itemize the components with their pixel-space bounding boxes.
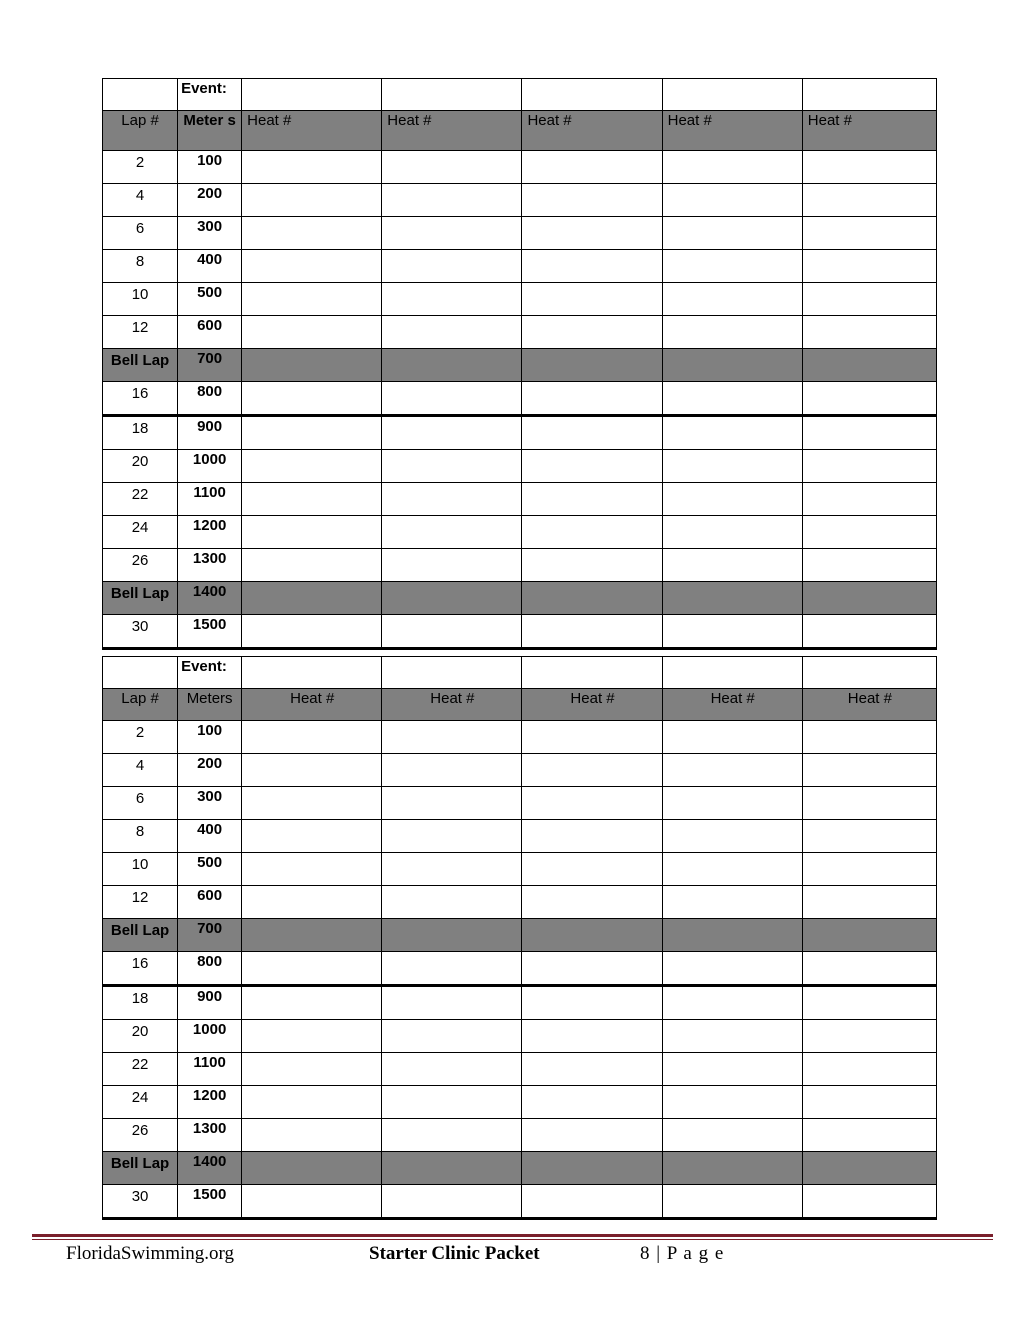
heat-header: Heat # [802, 111, 936, 151]
heat-split-cell[interactable] [802, 516, 936, 549]
heat-header: Heat # [242, 111, 382, 151]
heat-split-cell[interactable] [242, 787, 382, 820]
lap-row [103, 754, 937, 787]
heat-split-cell[interactable] [242, 349, 382, 382]
heat-split-cell[interactable] [802, 853, 936, 886]
heat-split-cell[interactable] [382, 184, 522, 217]
heat-split-cell[interactable] [802, 886, 936, 919]
heat-split-cell[interactable] [802, 184, 936, 217]
lap-row [103, 853, 937, 886]
lap-row [103, 250, 937, 283]
heat-split-cell[interactable] [662, 1020, 802, 1053]
lap-number: 22 [103, 1053, 178, 1086]
event-cell[interactable] [802, 79, 936, 111]
heat-split-cell[interactable] [802, 217, 936, 250]
heat-split-cell[interactable] [382, 1086, 522, 1119]
heat-split-cell[interactable] [522, 349, 662, 382]
lap-number: Bell Lap [103, 1152, 178, 1185]
lap-row [103, 1020, 937, 1053]
heat-split-cell[interactable] [662, 316, 802, 349]
heat-split-cell[interactable] [242, 516, 382, 549]
heat-split-cell[interactable] [382, 450, 522, 483]
heat-split-cell[interactable] [522, 549, 662, 582]
lap-number: 26 [103, 1119, 178, 1152]
event-row [103, 79, 937, 111]
meters-value: 1400 [178, 582, 242, 615]
heat-split-cell[interactable] [662, 1119, 802, 1152]
event-label: Event: [178, 657, 242, 689]
heat-split-cell[interactable] [662, 721, 802, 754]
heat-split-cell[interactable] [522, 1152, 662, 1185]
heat-split-cell[interactable] [522, 250, 662, 283]
heat-split-cell[interactable] [382, 721, 522, 754]
heat-split-cell[interactable] [662, 615, 802, 649]
heat-split-cell[interactable] [802, 615, 936, 649]
heat-split-cell[interactable] [802, 349, 936, 382]
heat-split-cell[interactable] [802, 1152, 936, 1185]
event-label: Event: [178, 79, 242, 111]
lap-row [103, 952, 937, 986]
lap-number: Bell Lap [103, 919, 178, 952]
heat-split-cell[interactable] [662, 450, 802, 483]
heat-split-cell[interactable] [662, 820, 802, 853]
meters-value: 300 [178, 787, 242, 820]
heat-split-cell[interactable] [382, 217, 522, 250]
heat-split-cell[interactable] [242, 886, 382, 919]
heat-split-cell[interactable] [802, 151, 936, 184]
heat-split-cell[interactable] [662, 349, 802, 382]
heat-split-cell[interactable] [522, 886, 662, 919]
lap-row [103, 787, 937, 820]
event-row [103, 657, 937, 689]
meters-value: 500 [178, 283, 242, 316]
lap-header: Lap # [103, 689, 178, 721]
heat-split-cell[interactable] [242, 1086, 382, 1119]
meters-value: 1000 [178, 450, 242, 483]
heat-split-cell[interactable] [382, 1185, 522, 1219]
meters-value: 600 [178, 886, 242, 919]
lap-row [103, 184, 937, 217]
footer-rule-thin [32, 1239, 993, 1240]
heat-split-cell[interactable] [382, 516, 522, 549]
heat-split-cell[interactable] [662, 919, 802, 952]
lap-header: Lap # [103, 111, 178, 151]
event-cell[interactable] [242, 79, 382, 111]
heat-split-cell[interactable] [662, 549, 802, 582]
heat-split-cell[interactable] [242, 483, 382, 516]
heat-split-cell[interactable] [242, 416, 382, 450]
heat-split-cell[interactable] [242, 1152, 382, 1185]
heat-split-cell[interactable] [242, 853, 382, 886]
lap-row [103, 615, 937, 649]
heat-split-cell[interactable] [662, 952, 802, 986]
meters-value: 1200 [178, 1086, 242, 1119]
meters-value: 100 [178, 721, 242, 754]
lap-row [103, 151, 937, 184]
lap-row [103, 820, 937, 853]
lap-number: 24 [103, 1086, 178, 1119]
meters-value: 300 [178, 217, 242, 250]
meters-value: 1200 [178, 516, 242, 549]
heat-split-cell[interactable] [802, 754, 936, 787]
lap-row [103, 382, 937, 416]
heat-split-cell[interactable] [382, 151, 522, 184]
lap-row [103, 316, 937, 349]
meters-value: 1400 [178, 1152, 242, 1185]
meters-value: 100 [178, 151, 242, 184]
meters-value: 200 [178, 754, 242, 787]
heat-split-cell[interactable] [802, 721, 936, 754]
heat-split-cell[interactable] [382, 549, 522, 582]
heat-split-cell[interactable] [802, 820, 936, 853]
heat-header: Heat # [522, 111, 662, 151]
heat-split-cell[interactable] [802, 787, 936, 820]
lap-row [103, 1152, 937, 1185]
event-cell[interactable] [662, 79, 802, 111]
heat-split-cell[interactable] [662, 1053, 802, 1086]
heat-split-cell[interactable] [382, 382, 522, 416]
event-cell[interactable] [382, 657, 522, 689]
lap-number: 20 [103, 1020, 178, 1053]
heat-split-cell[interactable] [802, 952, 936, 986]
lap-row [103, 1119, 937, 1152]
heat-split-cell[interactable] [662, 416, 802, 450]
event-cell[interactable] [802, 657, 936, 689]
meters-value: 800 [178, 382, 242, 416]
heat-header: Heat # [662, 689, 802, 721]
meters-value: 400 [178, 820, 242, 853]
lap-count-table-2 [102, 656, 937, 1220]
heat-split-cell[interactable] [522, 450, 662, 483]
heat-split-cell[interactable] [802, 450, 936, 483]
lap-row [103, 483, 937, 516]
lap-number: 10 [103, 283, 178, 316]
heat-split-cell[interactable] [802, 1020, 936, 1053]
heat-split-cell[interactable] [522, 1185, 662, 1219]
meters-value: 900 [178, 416, 242, 450]
heat-header: Heat # [242, 689, 382, 721]
meters-header: Meter s [178, 111, 242, 151]
heat-split-cell[interactable] [382, 986, 522, 1020]
meters-value: 600 [178, 316, 242, 349]
event-cell[interactable] [522, 657, 662, 689]
lap-number: 22 [103, 483, 178, 516]
lap-row [103, 549, 937, 582]
header-row [103, 111, 937, 151]
meters-value: 1100 [178, 1053, 242, 1086]
meters-value: 1300 [178, 549, 242, 582]
event-cell[interactable] [382, 79, 522, 111]
footer-page-number: 8 | P a g e [640, 1243, 725, 1264]
lap-row [103, 582, 937, 615]
heat-split-cell[interactable] [382, 349, 522, 382]
heat-split-cell[interactable] [522, 919, 662, 952]
heat-split-cell[interactable] [522, 151, 662, 184]
meters-value: 1300 [178, 1119, 242, 1152]
heat-split-cell[interactable] [662, 986, 802, 1020]
lap-row [103, 886, 937, 919]
heat-split-cell[interactable] [382, 787, 522, 820]
heat-split-cell[interactable] [242, 952, 382, 986]
heat-split-cell[interactable] [382, 952, 522, 986]
lap-number: 2 [103, 151, 178, 184]
lap-number: 12 [103, 316, 178, 349]
heat-split-cell[interactable] [382, 1119, 522, 1152]
event-cell[interactable] [522, 79, 662, 111]
heat-header: Heat # [662, 111, 802, 151]
heat-split-cell[interactable] [242, 582, 382, 615]
heat-split-cell[interactable] [522, 952, 662, 986]
heat-split-cell[interactable] [242, 151, 382, 184]
lap-count-table-1 [102, 78, 937, 650]
lap-number: 18 [103, 416, 178, 450]
heat-split-cell[interactable] [662, 217, 802, 250]
lap-number: 8 [103, 250, 178, 283]
heat-split-cell[interactable] [522, 615, 662, 649]
meters-value: 800 [178, 952, 242, 986]
meters-value: 200 [178, 184, 242, 217]
heat-split-cell[interactable] [802, 416, 936, 450]
heat-split-cell[interactable] [522, 1119, 662, 1152]
meters-value: 400 [178, 250, 242, 283]
lap-row [103, 1086, 937, 1119]
heat-header: Heat # [802, 689, 936, 721]
lap-number: 30 [103, 615, 178, 649]
heat-split-cell[interactable] [802, 1086, 936, 1119]
heat-split-cell[interactable] [802, 283, 936, 316]
lap-number: 6 [103, 787, 178, 820]
meters-value: 700 [178, 349, 242, 382]
heat-split-cell[interactable] [662, 582, 802, 615]
lap-number: 18 [103, 986, 178, 1020]
lap-row [103, 349, 937, 382]
heat-split-cell[interactable] [382, 283, 522, 316]
heat-split-cell[interactable] [662, 754, 802, 787]
lap-row [103, 416, 937, 450]
lap-row [103, 516, 937, 549]
heat-split-cell[interactable] [522, 1053, 662, 1086]
event-cell[interactable] [242, 657, 382, 689]
lap-number: 2 [103, 721, 178, 754]
lap-number: 16 [103, 952, 178, 986]
heat-split-cell[interactable] [662, 283, 802, 316]
lap-number: 8 [103, 820, 178, 853]
lap-number: Bell Lap [103, 349, 178, 382]
heat-split-cell[interactable] [242, 721, 382, 754]
heat-split-cell[interactable] [382, 483, 522, 516]
heat-split-cell[interactable] [662, 516, 802, 549]
heat-split-cell[interactable] [242, 919, 382, 952]
lap-row [103, 1185, 937, 1219]
heat-split-cell[interactable] [382, 1152, 522, 1185]
heat-split-cell[interactable] [662, 1185, 802, 1219]
lap-number: 12 [103, 886, 178, 919]
meters-value: 700 [178, 919, 242, 952]
heat-split-cell[interactable] [242, 184, 382, 217]
heat-split-cell[interactable] [242, 382, 382, 416]
heat-split-cell[interactable] [522, 787, 662, 820]
heat-split-cell[interactable] [662, 250, 802, 283]
heat-split-cell[interactable] [522, 283, 662, 316]
lap-number: 26 [103, 549, 178, 582]
heat-split-cell[interactable] [242, 217, 382, 250]
heat-split-cell[interactable] [382, 919, 522, 952]
heat-split-cell[interactable] [802, 986, 936, 1020]
heat-split-cell[interactable] [522, 721, 662, 754]
lap-number: 4 [103, 184, 178, 217]
heat-split-cell[interactable] [242, 549, 382, 582]
heat-split-cell[interactable] [242, 820, 382, 853]
heat-split-cell[interactable] [382, 615, 522, 649]
heat-split-cell[interactable] [522, 853, 662, 886]
lap-number: 30 [103, 1185, 178, 1219]
meters-header: Meters [178, 689, 242, 721]
heat-split-cell[interactable] [242, 754, 382, 787]
heat-split-cell[interactable] [382, 316, 522, 349]
heat-split-cell[interactable] [522, 986, 662, 1020]
header-row [103, 689, 937, 721]
heat-split-cell[interactable] [242, 986, 382, 1020]
heat-split-cell[interactable] [522, 184, 662, 217]
heat-split-cell[interactable] [242, 1053, 382, 1086]
heat-split-cell[interactable] [242, 615, 382, 649]
heat-split-cell[interactable] [242, 1020, 382, 1053]
heat-split-cell[interactable] [522, 316, 662, 349]
heat-split-cell[interactable] [802, 483, 936, 516]
heat-split-cell[interactable] [802, 382, 936, 416]
lap-number: 10 [103, 853, 178, 886]
lap-row [103, 283, 937, 316]
heat-split-cell[interactable] [242, 316, 382, 349]
heat-header: Heat # [382, 111, 522, 151]
heat-split-cell[interactable] [522, 1086, 662, 1119]
lap-number: 4 [103, 754, 178, 787]
lap-row [103, 450, 937, 483]
heat-header: Heat # [382, 689, 522, 721]
heat-split-cell[interactable] [382, 754, 522, 787]
heat-split-cell[interactable] [662, 853, 802, 886]
heat-split-cell[interactable] [522, 820, 662, 853]
heat-split-cell[interactable] [382, 853, 522, 886]
heat-split-cell[interactable] [802, 549, 936, 582]
meters-value: 900 [178, 986, 242, 1020]
heat-split-cell[interactable] [382, 820, 522, 853]
heat-split-cell[interactable] [802, 919, 936, 952]
heat-split-cell[interactable] [802, 1053, 936, 1086]
heat-split-cell[interactable] [242, 450, 382, 483]
heat-split-cell[interactable] [522, 582, 662, 615]
lap-number: 20 [103, 450, 178, 483]
heat-split-cell[interactable] [802, 1119, 936, 1152]
heat-split-cell[interactable] [522, 1020, 662, 1053]
heat-split-cell[interactable] [242, 1119, 382, 1152]
footer-rule [32, 1234, 993, 1237]
lap-row [103, 1053, 937, 1086]
heat-split-cell[interactable] [382, 1053, 522, 1086]
heat-split-cell[interactable] [242, 1185, 382, 1219]
meters-value: 500 [178, 853, 242, 886]
heat-split-cell[interactable] [662, 1086, 802, 1119]
heat-split-cell[interactable] [242, 250, 382, 283]
footer-site: FloridaSwimming.org [66, 1243, 235, 1264]
lap-number: 6 [103, 217, 178, 250]
heat-split-cell[interactable] [662, 886, 802, 919]
event-cell[interactable] [662, 657, 802, 689]
heat-split-cell[interactable] [242, 283, 382, 316]
meters-value: 1500 [178, 1185, 242, 1219]
heat-split-cell[interactable] [662, 1152, 802, 1185]
heat-split-cell[interactable] [662, 382, 802, 416]
lap-number: 16 [103, 382, 178, 416]
lap-row [103, 986, 937, 1020]
heat-split-cell[interactable] [522, 416, 662, 450]
lap-number: Bell Lap [103, 582, 178, 615]
heat-split-cell[interactable] [522, 217, 662, 250]
heat-split-cell[interactable] [382, 250, 522, 283]
meters-value: 1000 [178, 1020, 242, 1053]
heat-split-cell[interactable] [522, 754, 662, 787]
heat-split-cell[interactable] [382, 886, 522, 919]
heat-split-cell[interactable] [662, 483, 802, 516]
heat-split-cell[interactable] [802, 582, 936, 615]
heat-split-cell[interactable] [382, 1020, 522, 1053]
heat-split-cell[interactable] [522, 382, 662, 416]
lap-number: 24 [103, 516, 178, 549]
heat-split-cell[interactable] [662, 151, 802, 184]
heat-split-cell[interactable] [522, 516, 662, 549]
heat-header: Heat # [522, 689, 662, 721]
heat-split-cell[interactable] [522, 483, 662, 516]
meters-value: 1100 [178, 483, 242, 516]
heat-split-cell[interactable] [662, 787, 802, 820]
lap-row [103, 217, 937, 250]
heat-split-cell[interactable] [382, 582, 522, 615]
lap-row [103, 721, 937, 754]
heat-split-cell[interactable] [802, 316, 936, 349]
heat-split-cell[interactable] [662, 184, 802, 217]
heat-split-cell[interactable] [802, 1185, 936, 1219]
lap-row [103, 919, 937, 952]
footer-title: Starter Clinic Packet [369, 1243, 540, 1264]
heat-split-cell[interactable] [382, 416, 522, 450]
heat-split-cell[interactable] [802, 250, 936, 283]
meters-value: 1500 [178, 615, 242, 649]
